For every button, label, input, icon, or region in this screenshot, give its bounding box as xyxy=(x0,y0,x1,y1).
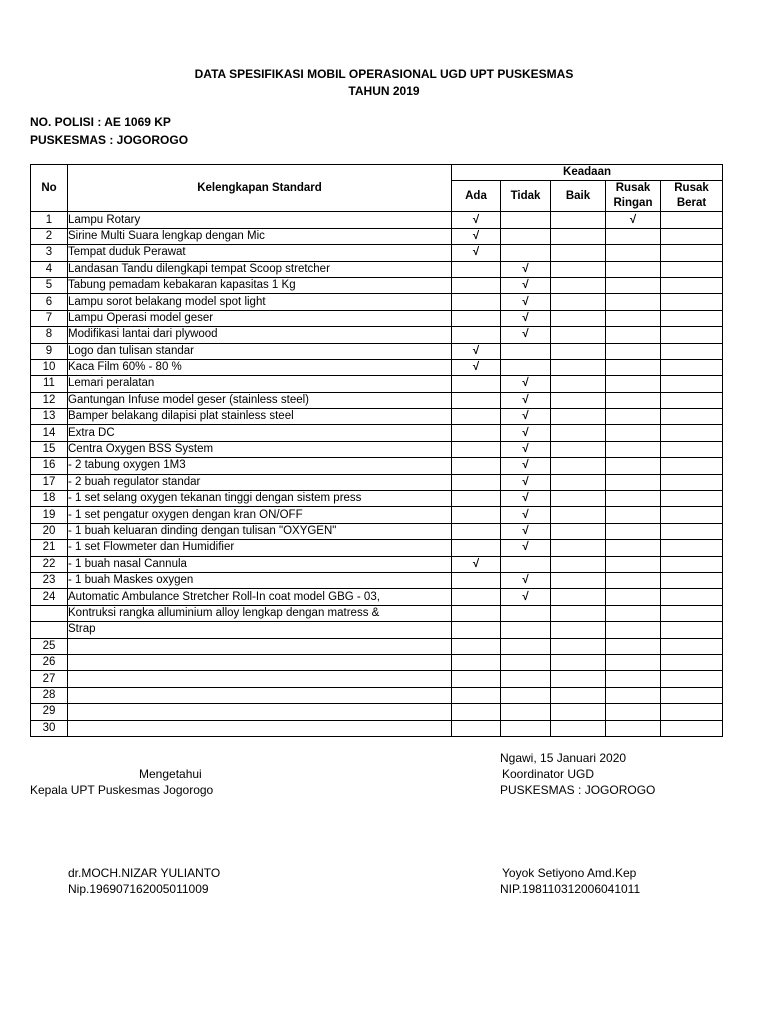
mark-tidak xyxy=(501,704,551,720)
mark-ada xyxy=(452,507,501,523)
mark-baik xyxy=(551,507,606,523)
mark-rusak-ringan xyxy=(606,540,661,556)
table-row xyxy=(31,327,723,343)
mark-tidak: √ xyxy=(501,507,551,523)
row-item: Extra DC xyxy=(68,425,452,441)
mark-rusak-ringan xyxy=(606,392,661,408)
row-item xyxy=(68,720,452,736)
table-row xyxy=(31,572,723,588)
table-row xyxy=(31,277,723,293)
mark-rusak-ringan xyxy=(606,654,661,670)
row-number: 16 xyxy=(31,458,68,474)
mark-rusak-ringan xyxy=(606,474,661,490)
mark-baik xyxy=(551,687,606,703)
header-kelengkapan: Kelengkapan Standard xyxy=(68,165,452,212)
mark-rusak-ringan xyxy=(606,572,661,588)
row-number: 1 xyxy=(31,212,68,228)
document-year: TAHUN 2019 xyxy=(348,84,420,98)
mark-baik xyxy=(551,458,606,474)
row-item xyxy=(68,654,452,670)
mark-ada xyxy=(452,277,501,293)
mark-tidak: √ xyxy=(501,261,551,277)
mark-rusak-ringan xyxy=(606,245,661,261)
row-number: 18 xyxy=(31,491,68,507)
row-item: - 1 set Flowmeter dan Humidifier xyxy=(68,540,452,556)
row-number: 8 xyxy=(31,327,68,343)
row-item: Tempat duduk Perawat xyxy=(68,245,452,261)
table-row xyxy=(31,245,723,261)
mark-tidak xyxy=(501,212,551,228)
mark-ada xyxy=(452,605,501,621)
mark-rusak-berat xyxy=(661,425,723,441)
table-row xyxy=(31,654,723,670)
mark-rusak-ringan: √ xyxy=(606,212,661,228)
mark-ada xyxy=(452,327,501,343)
mark-tidak: √ xyxy=(501,409,551,425)
table-row xyxy=(31,310,723,326)
mark-ada xyxy=(452,392,501,408)
mark-tidak: √ xyxy=(501,523,551,539)
mark-baik xyxy=(551,572,606,588)
mark-baik xyxy=(551,556,606,572)
mark-baik xyxy=(551,474,606,490)
mark-baik xyxy=(551,327,606,343)
mark-rusak-berat xyxy=(661,704,723,720)
mark-tidak xyxy=(501,245,551,261)
mark-rusak-berat xyxy=(661,277,723,293)
mark-rusak-berat xyxy=(661,343,723,359)
mark-rusak-ringan xyxy=(606,589,661,605)
mark-rusak-ringan xyxy=(606,605,661,621)
header-tidak: Tidak xyxy=(501,181,551,212)
mark-baik xyxy=(551,425,606,441)
right-nip: NIP.198110312006041011 xyxy=(500,882,641,896)
row-number: 9 xyxy=(31,343,68,359)
mark-baik xyxy=(551,671,606,687)
mark-rusak-ringan xyxy=(606,425,661,441)
mark-ada xyxy=(452,704,501,720)
table-row xyxy=(31,409,723,425)
row-item: Lampu sorot belakang model spot light xyxy=(68,294,452,310)
mark-rusak-berat xyxy=(661,687,723,703)
mark-ada xyxy=(452,474,501,490)
mark-rusak-ringan xyxy=(606,343,661,359)
mark-rusak-ringan xyxy=(606,704,661,720)
mark-tidak: √ xyxy=(501,572,551,588)
mark-ada xyxy=(452,310,501,326)
mark-rusak-berat xyxy=(661,671,723,687)
mark-ada xyxy=(452,491,501,507)
mark-ada xyxy=(452,572,501,588)
mark-rusak-ringan xyxy=(606,310,661,326)
row-item: - 1 set pengatur oxygen dengan kran ON/OFF xyxy=(68,507,452,523)
mark-baik xyxy=(551,277,606,293)
mark-ada xyxy=(452,294,501,310)
specification-table xyxy=(30,164,723,737)
mark-tidak xyxy=(501,622,551,638)
mark-ada xyxy=(452,671,501,687)
mark-rusak-berat xyxy=(661,376,723,392)
row-item xyxy=(68,638,452,654)
mark-tidak: √ xyxy=(501,294,551,310)
right-name: Yoyok Setiyono Amd.Kep xyxy=(502,866,637,880)
mark-rusak-berat xyxy=(661,491,723,507)
mark-rusak-ringan xyxy=(606,556,661,572)
row-number xyxy=(31,605,68,621)
row-item: Lampu Rotary xyxy=(68,212,452,228)
row-item: Kaca Film 60% - 80 % xyxy=(68,359,452,375)
mark-baik xyxy=(551,540,606,556)
mark-rusak-berat xyxy=(661,294,723,310)
mark-rusak-ringan xyxy=(606,261,661,277)
row-item: Strap xyxy=(68,622,452,638)
mark-ada: √ xyxy=(452,556,501,572)
table-row xyxy=(31,212,723,228)
mark-tidak: √ xyxy=(501,441,551,457)
row-item: - 1 buah Maskes oxygen xyxy=(68,572,452,588)
row-item: - 2 tabung oxygen 1M3 xyxy=(68,458,452,474)
row-number: 12 xyxy=(31,392,68,408)
row-number: 11 xyxy=(31,376,68,392)
row-item: Tabung pemadam kebakaran kapasitas 1 Kg xyxy=(68,277,452,293)
table-row xyxy=(31,228,723,244)
mark-ada xyxy=(452,376,501,392)
mark-rusak-berat xyxy=(661,556,723,572)
table-row xyxy=(31,376,723,392)
mark-rusak-ringan xyxy=(606,622,661,638)
row-item: - 1 set selang oxygen tekanan tinggi dengan sistem press xyxy=(68,491,452,507)
mark-rusak-ringan xyxy=(606,507,661,523)
mark-rusak-ringan xyxy=(606,376,661,392)
row-number: 14 xyxy=(31,425,68,441)
row-item: Lampu Operasi model geser xyxy=(68,310,452,326)
mark-rusak-berat xyxy=(661,359,723,375)
mark-tidak xyxy=(501,359,551,375)
right-org: PUSKESMAS : JOGOROGO xyxy=(500,783,656,797)
table-row xyxy=(31,474,723,490)
mark-rusak-berat xyxy=(661,589,723,605)
mark-rusak-ringan xyxy=(606,687,661,703)
row-item xyxy=(68,704,452,720)
table-row xyxy=(31,294,723,310)
row-item xyxy=(68,687,452,703)
mark-rusak-ringan xyxy=(606,638,661,654)
header-rusak-berat: Rusak Berat xyxy=(661,181,723,212)
row-item xyxy=(68,671,452,687)
mark-tidak xyxy=(501,228,551,244)
left-caption: Mengetahui xyxy=(139,767,202,781)
mark-ada: √ xyxy=(452,359,501,375)
right-title: Koordinator UGD xyxy=(502,767,595,781)
table-row xyxy=(31,343,723,359)
mark-ada xyxy=(452,638,501,654)
mark-ada xyxy=(452,540,501,556)
row-number: 29 xyxy=(31,704,68,720)
mark-baik xyxy=(551,622,606,638)
row-item: Lemari peralatan xyxy=(68,376,452,392)
mark-rusak-ringan xyxy=(606,720,661,736)
table-row xyxy=(31,425,723,441)
row-number: 21 xyxy=(31,540,68,556)
mark-ada xyxy=(452,720,501,736)
mark-rusak-ringan xyxy=(606,441,661,457)
table-row xyxy=(31,605,723,621)
mark-ada xyxy=(452,654,501,670)
mark-baik xyxy=(551,392,606,408)
mark-tidak: √ xyxy=(501,589,551,605)
row-number: 22 xyxy=(31,556,68,572)
mark-tidak xyxy=(501,556,551,572)
row-number: 15 xyxy=(31,441,68,457)
mark-ada: √ xyxy=(452,343,501,359)
row-item: Sirine Multi Suara lengkap dengan Mic xyxy=(68,228,452,244)
row-item: Kontruksi rangka alluminium alloy lengkap dengan matress & xyxy=(68,605,452,621)
mark-rusak-berat xyxy=(661,409,723,425)
table-row xyxy=(31,687,723,703)
mark-tidak xyxy=(501,343,551,359)
mark-tidak: √ xyxy=(501,540,551,556)
row-number: 23 xyxy=(31,572,68,588)
mark-baik xyxy=(551,261,606,277)
mark-rusak-ringan xyxy=(606,671,661,687)
mark-rusak-berat xyxy=(661,622,723,638)
mark-tidak xyxy=(501,687,551,703)
mark-tidak xyxy=(501,654,551,670)
header-no: No xyxy=(31,165,68,212)
table-row xyxy=(31,523,723,539)
mark-tidak: √ xyxy=(501,277,551,293)
row-item: Modifikasi lantai dari plywood xyxy=(68,327,452,343)
header-rusak-ringan: Rusak Ringan xyxy=(606,181,661,212)
table-row xyxy=(31,540,723,556)
table-row xyxy=(31,392,723,408)
mark-rusak-ringan xyxy=(606,277,661,293)
mark-baik xyxy=(551,720,606,736)
row-number: 6 xyxy=(31,294,68,310)
mark-tidak xyxy=(501,605,551,621)
row-number: 3 xyxy=(31,245,68,261)
mark-tidak: √ xyxy=(501,327,551,343)
table-row xyxy=(31,556,723,572)
table-row xyxy=(31,507,723,523)
table-row xyxy=(31,458,723,474)
mark-rusak-ringan xyxy=(606,228,661,244)
mark-baik xyxy=(551,589,606,605)
header-ada: Ada xyxy=(452,181,501,212)
mark-baik xyxy=(551,638,606,654)
mark-tidak xyxy=(501,638,551,654)
mark-baik xyxy=(551,605,606,621)
mark-tidak xyxy=(501,671,551,687)
mark-tidak: √ xyxy=(501,474,551,490)
mark-baik xyxy=(551,343,606,359)
mark-rusak-berat xyxy=(661,720,723,736)
mark-baik xyxy=(551,441,606,457)
mark-tidak xyxy=(501,720,551,736)
row-number: 28 xyxy=(31,687,68,703)
table-row xyxy=(31,622,723,638)
row-number: 13 xyxy=(31,409,68,425)
mark-tidak: √ xyxy=(501,458,551,474)
row-number: 10 xyxy=(31,359,68,375)
mark-rusak-ringan xyxy=(606,458,661,474)
mark-ada xyxy=(452,523,501,539)
mark-rusak-berat xyxy=(661,458,723,474)
mark-rusak-berat xyxy=(661,245,723,261)
row-number: 4 xyxy=(31,261,68,277)
mark-rusak-berat xyxy=(661,474,723,490)
mark-baik xyxy=(551,376,606,392)
mark-baik xyxy=(551,359,606,375)
table-body xyxy=(31,212,723,737)
mark-rusak-berat xyxy=(661,654,723,670)
mark-baik xyxy=(551,294,606,310)
mark-rusak-berat xyxy=(661,261,723,277)
row-number: 26 xyxy=(31,654,68,670)
mark-baik xyxy=(551,409,606,425)
row-number: 19 xyxy=(31,507,68,523)
row-number xyxy=(31,622,68,638)
row-item: Centra Oxygen BSS System xyxy=(68,441,452,457)
mark-ada xyxy=(452,687,501,703)
row-item: - 1 buah nasal Cannula xyxy=(68,556,452,572)
header-baik: Baik xyxy=(551,181,606,212)
place-date: Ngawi, 15 Januari 2020 xyxy=(500,751,627,765)
mark-ada: √ xyxy=(452,228,501,244)
mark-ada xyxy=(452,441,501,457)
table-row xyxy=(31,359,723,375)
mark-ada xyxy=(452,622,501,638)
mark-ada xyxy=(452,425,501,441)
mark-tidak: √ xyxy=(501,310,551,326)
mark-rusak-ringan xyxy=(606,409,661,425)
mark-rusak-berat xyxy=(661,228,723,244)
mark-baik xyxy=(551,491,606,507)
table-row xyxy=(31,638,723,654)
mark-baik xyxy=(551,704,606,720)
table-row xyxy=(31,261,723,277)
mark-tidak: √ xyxy=(501,392,551,408)
row-number: 24 xyxy=(31,589,68,605)
document-title: DATA SPESIFIKASI MOBIL OPERASIONAL UGD UPT PUSKESMAS xyxy=(194,67,574,81)
table-row xyxy=(31,589,723,605)
table-row xyxy=(31,441,723,457)
header-keadaan: Keadaan xyxy=(452,165,723,181)
row-item: Landasan Tandu dilengkapi tempat Scoop stretcher xyxy=(68,261,452,277)
mark-ada: √ xyxy=(452,245,501,261)
table-row xyxy=(31,491,723,507)
mark-rusak-ringan xyxy=(606,359,661,375)
left-name: dr.MOCH.NIZAR YULIANTO xyxy=(68,866,221,880)
mark-ada xyxy=(452,261,501,277)
mark-rusak-ringan xyxy=(606,294,661,310)
mark-rusak-ringan xyxy=(606,491,661,507)
police-number: NO. POLISI : AE 1069 KP xyxy=(30,115,171,129)
mark-ada xyxy=(452,589,501,605)
mark-baik xyxy=(551,654,606,670)
row-item: Logo dan tulisan standar xyxy=(68,343,452,359)
row-number: 17 xyxy=(31,474,68,490)
mark-baik xyxy=(551,310,606,326)
mark-rusak-berat xyxy=(661,327,723,343)
mark-baik xyxy=(551,523,606,539)
mark-baik xyxy=(551,245,606,261)
mark-rusak-berat xyxy=(661,572,723,588)
mark-rusak-berat xyxy=(661,310,723,326)
mark-rusak-ringan xyxy=(606,327,661,343)
mark-ada xyxy=(452,458,501,474)
mark-tidak: √ xyxy=(501,425,551,441)
row-number: 7 xyxy=(31,310,68,326)
mark-rusak-berat xyxy=(661,507,723,523)
row-item: - 2 buah regulator standar xyxy=(68,474,452,490)
row-number: 2 xyxy=(31,228,68,244)
row-number: 25 xyxy=(31,638,68,654)
row-item: - 1 buah keluaran dinding dengan tulisan "OXYGEN" xyxy=(68,523,452,539)
table-row xyxy=(31,720,723,736)
mark-tidak: √ xyxy=(501,491,551,507)
mark-rusak-berat xyxy=(661,392,723,408)
row-number: 5 xyxy=(31,277,68,293)
mark-ada xyxy=(452,409,501,425)
mark-baik xyxy=(551,228,606,244)
mark-rusak-berat xyxy=(661,638,723,654)
row-item: Gantungan Infuse model geser (stainless steel) xyxy=(68,392,452,408)
row-number: 20 xyxy=(31,523,68,539)
puskesmas-name: PUSKESMAS : JOGOROGO xyxy=(30,133,189,147)
table-row xyxy=(31,671,723,687)
mark-rusak-berat xyxy=(661,605,723,621)
mark-rusak-berat xyxy=(661,523,723,539)
row-number: 27 xyxy=(31,671,68,687)
table-row xyxy=(31,704,723,720)
mark-rusak-berat xyxy=(661,441,723,457)
mark-rusak-ringan xyxy=(606,523,661,539)
row-item: Automatic Ambulance Stretcher Roll-In coat model GBG - 03, xyxy=(68,589,452,605)
left-nip: Nip.196907162005011009 xyxy=(68,882,209,896)
row-number: 30 xyxy=(31,720,68,736)
mark-ada: √ xyxy=(452,212,501,228)
mark-rusak-berat xyxy=(661,540,723,556)
left-title: Kepala UPT Puskesmas Jogorogo xyxy=(30,783,214,797)
row-item: Bamper belakang dilapisi plat stainless steel xyxy=(68,409,452,425)
mark-rusak-berat xyxy=(661,212,723,228)
mark-baik xyxy=(551,212,606,228)
mark-tidak: √ xyxy=(501,376,551,392)
